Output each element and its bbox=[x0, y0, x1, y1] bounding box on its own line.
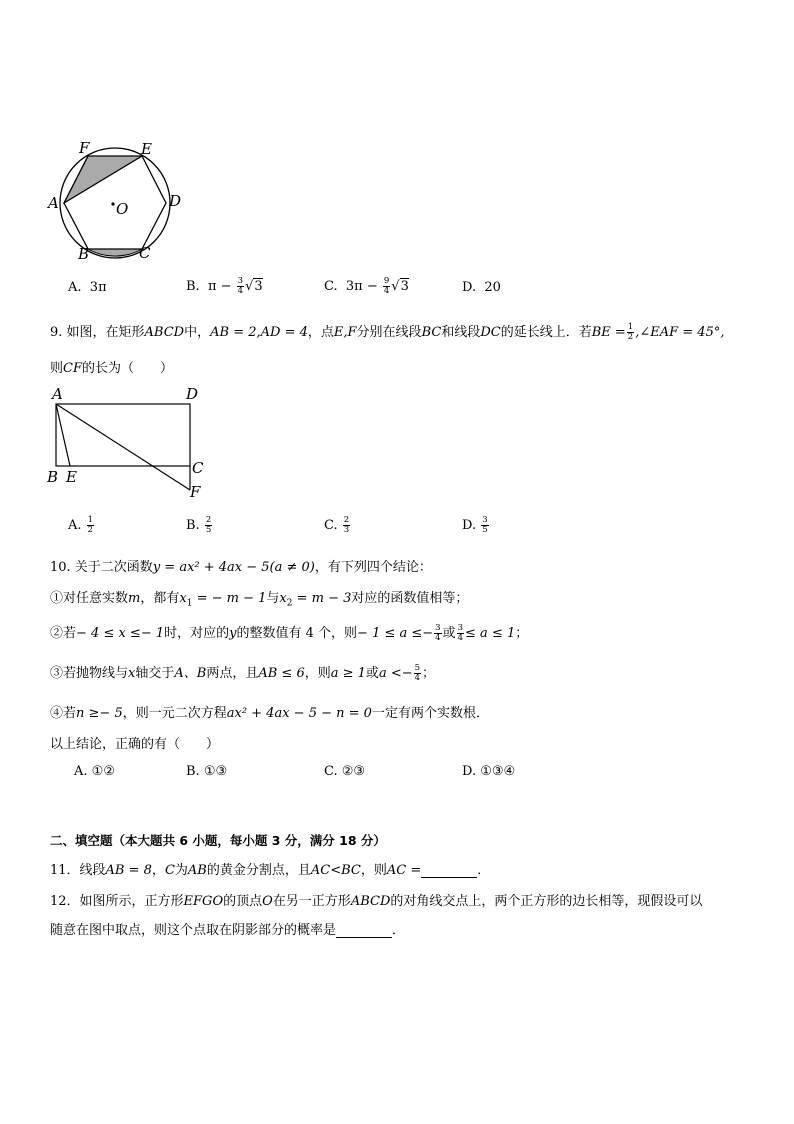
q10-option-b[interactable]: B. ①③ bbox=[186, 764, 228, 779]
q9-option-c[interactable]: C. $\frac{2}{3}$ bbox=[324, 515, 350, 535]
option-value: 3π bbox=[89, 280, 107, 295]
q10-ask: 以上结论，正确的有（ ） bbox=[50, 737, 220, 752]
q10-claim-2: ②若− 4 ≤ x ≤− 1时，对应的y的整数值有 4 个，则− 1 ≤ a ≤− $\frac{3}{4}$ 或 $\frac{3}{4}$ ≤ a ≤ 1； bbox=[50, 623, 529, 643]
q10-stem: 10. 关于二次函数y = ax² + 4ax − 5(a ≠ 0)，有下列四个结论： bbox=[50, 560, 432, 575]
label-A: A bbox=[52, 385, 63, 403]
q10-claim-3: ③若抛物线与x轴交于A、B两点，且AB ≤ 6，则a ≥ 1或a <− $\frac{5}{4}$ ； bbox=[50, 663, 436, 683]
label-B: B bbox=[47, 468, 59, 486]
rectangle-figure bbox=[44, 384, 214, 502]
q9-option-d[interactable]: D. $\frac{3}{5}$ bbox=[462, 515, 488, 535]
q9-option-b[interactable]: B. $\frac{2}{5}$ bbox=[186, 515, 212, 535]
hexagon-circle-figure bbox=[40, 135, 190, 265]
option-value: 20 bbox=[484, 280, 501, 295]
label-A: A bbox=[48, 194, 59, 212]
q11: 11．线段AB = 8，C为AB的黄金分割点，且AC<BC，则AC = ． bbox=[50, 863, 491, 878]
rectangle-abcd bbox=[56, 404, 190, 466]
label-C: C bbox=[139, 244, 151, 262]
fraction: $\frac{3}{4}$ bbox=[237, 276, 244, 296]
q10-option-a[interactable]: A. ①② bbox=[74, 764, 115, 779]
option-letter: A. bbox=[68, 280, 82, 295]
sqrt: √3 bbox=[391, 279, 409, 294]
q10-claim-4: ④若n ≥− 5，则一元二次方程ax² + 4ax − 5 − n = 0一定有两个实数根． bbox=[50, 706, 489, 721]
q8-option-c[interactable] bbox=[324, 277, 409, 296]
sqrt: √3 bbox=[245, 279, 263, 294]
answer-blank[interactable] bbox=[421, 865, 477, 878]
label-D: D bbox=[186, 385, 199, 403]
option-letter: B. bbox=[186, 279, 200, 294]
q9-option-a[interactable]: A. $\frac{1}{2}$ bbox=[68, 515, 94, 535]
label-E: E bbox=[66, 468, 77, 486]
option-value: 3π − bbox=[345, 279, 378, 294]
q8-option-b[interactable] bbox=[186, 277, 263, 296]
fraction: $\frac{9}{4}$ bbox=[383, 276, 390, 296]
label-F: F bbox=[190, 483, 201, 501]
q12-line1: 12．如图所示，正方形EFGO的顶点O在另一正方形ABCD的对角线交点上，两个正方形的边长相等，现假设可以 bbox=[50, 894, 703, 909]
label-F: F bbox=[79, 139, 90, 157]
q12-line2: 随意在图中取点，则这个点取在阴影部分的概率是 ． bbox=[50, 923, 406, 938]
label-E: E bbox=[141, 140, 152, 158]
q8-option-d[interactable] bbox=[462, 280, 501, 295]
label-D: D bbox=[169, 192, 182, 210]
option-value: π − bbox=[207, 279, 232, 294]
q10-claim-1: ①对任意实数m，都有$x_1$ = − m − 1与$x_2 = m - 3$对应的函数值相等； bbox=[50, 591, 469, 609]
option-letter: C. bbox=[324, 279, 338, 294]
section-2-title: 二、填空题（本大题共 6 小题，每小题 3 分，满分 18 分） bbox=[50, 833, 386, 848]
label-O: O bbox=[116, 200, 129, 218]
q10-option-d[interactable]: D. ①③④ bbox=[462, 764, 516, 779]
q9-stem-line2: 则CF的长为（ ） bbox=[50, 361, 173, 376]
label-B: B bbox=[78, 245, 90, 263]
label-C: C bbox=[192, 459, 204, 477]
q8-option-a[interactable] bbox=[68, 280, 107, 295]
q10-option-c[interactable]: C. ②③ bbox=[324, 764, 366, 779]
center-dot bbox=[111, 202, 114, 205]
option-letter: D. bbox=[462, 280, 477, 295]
segment-ae bbox=[56, 404, 70, 466]
answer-blank[interactable] bbox=[336, 925, 392, 938]
q9-stem-line1: 9. 如图，在矩形ABCD中，AB = 2,AD = 4，点E,F分别在线段BC和线段DC的延长线上．若BE = $\frac{1}{2}$ ,∠EAF = 45°, bbox=[50, 322, 725, 342]
